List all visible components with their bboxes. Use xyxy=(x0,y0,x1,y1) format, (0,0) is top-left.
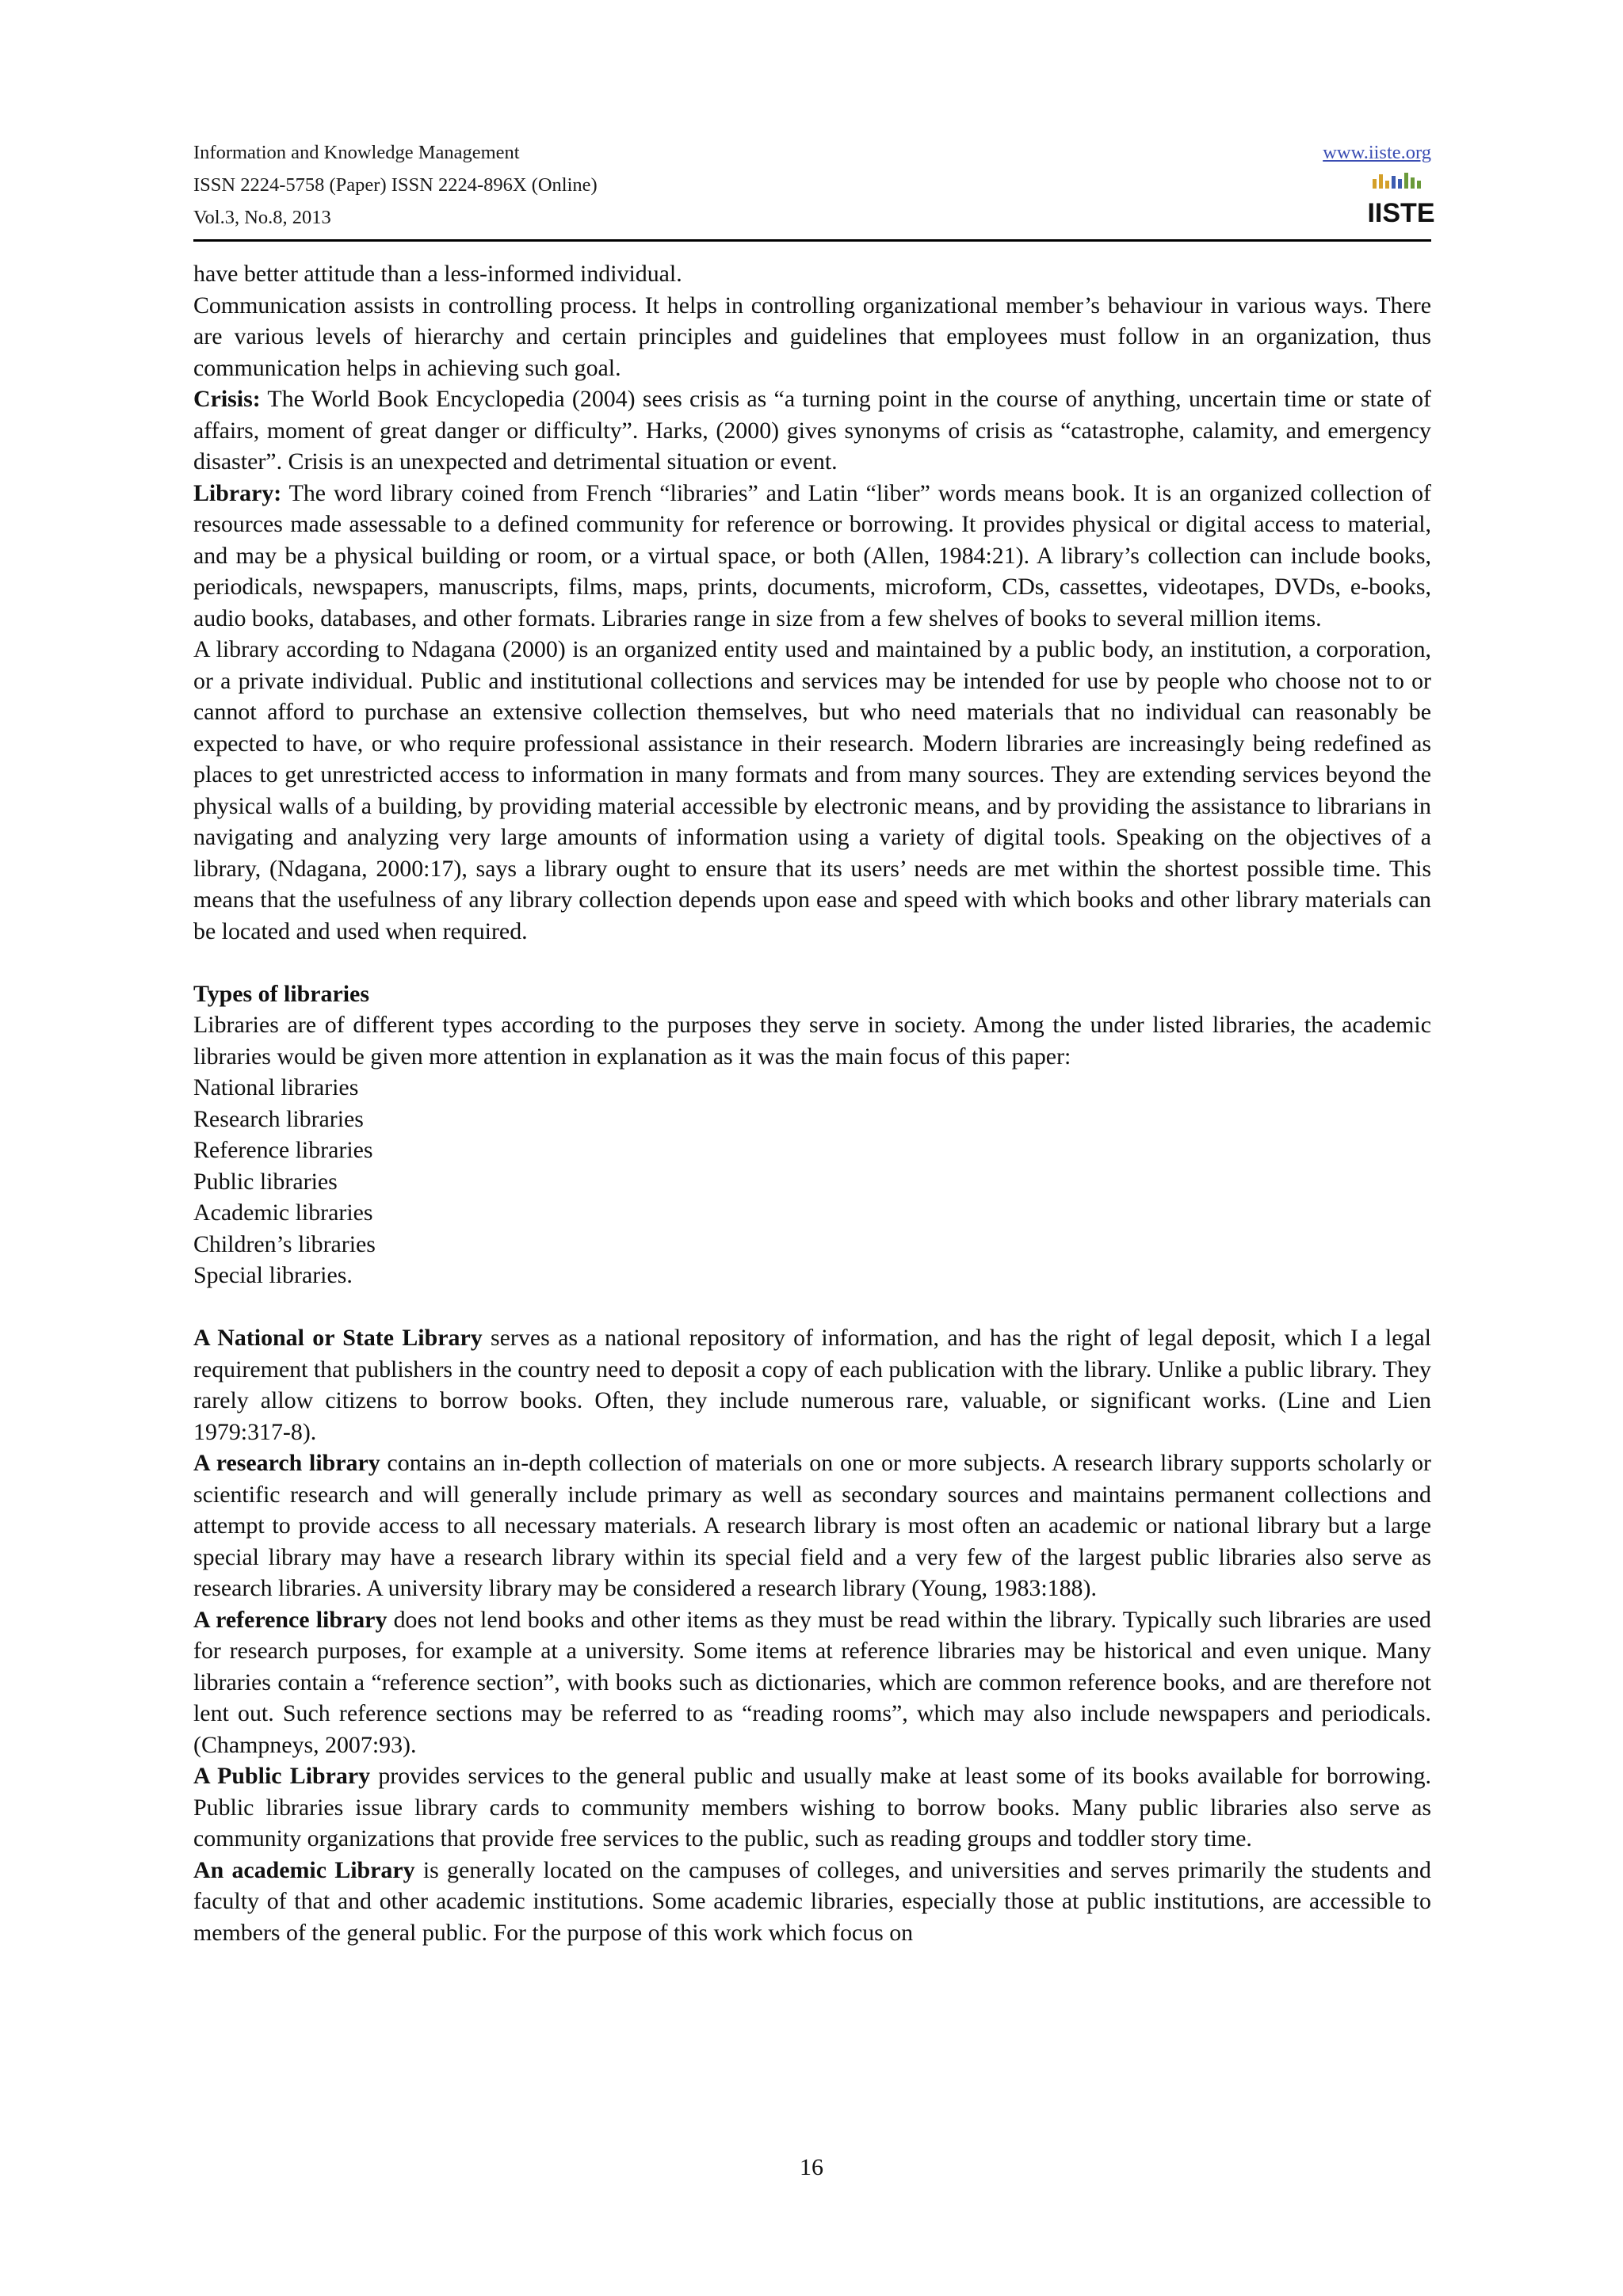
paragraph-text: serves as a national repository of information, and has the right of legal deposit, which I a legal requirement that publishers in the country need to deposit a copy of each publication with the library. Unlike a public library. They rarely allow citizens to borrow books. Often, they include numerous rare, valuable, or significant works. (Line and Lien 1979:317-8). xyxy=(193,1325,1431,1445)
term-library: Library: xyxy=(193,479,282,506)
list-item: Research libraries xyxy=(193,1105,364,1132)
paragraph-text: provides services to the general public and usually make at least some of its books available for borrowing. Public libraries issue library cards to community members wishing to borrow books. Many public libraries also serve as community organizations that provide free services to the public, such as reading groups and toddler story time. xyxy=(193,1763,1431,1852)
paragraph-crisis xyxy=(193,383,1431,478)
paragraph-national-library xyxy=(193,1322,1431,1447)
library-types-list xyxy=(193,1072,1431,1291)
iiste-logo xyxy=(1367,170,1435,230)
volume-line: Vol.3, No.8, 2013 xyxy=(193,207,331,228)
paragraph-text: The word library coined from French “libraries” and Latin “liber” words means book. It is an organized collection of resources made assessable to a defined community for reference or borrowing. It provides physical or digital access to material, and may be a physical building or room, or a virtual space, or both (Allen, 1984:21). A library’s collection can include books, periodicals, newspapers, manuscripts, films, maps, prints, documents, microform, CDs, cassettes, videotapes, DVDs, e-books, audio books, databases, and other formats. Libraries range in size from a few shelves of books to several million items. xyxy=(193,479,1431,631)
list-item: Reference libraries xyxy=(193,1137,373,1163)
paragraph: Libraries are of different types according to the purposes they serve in society. Among the under listed libraries, the academic libraries would be given more attention in explanation as it was the main focus of this paper: xyxy=(193,1012,1431,1070)
section-heading xyxy=(193,978,1431,1010)
term-crisis: Crisis: xyxy=(193,386,261,412)
paragraph: A library according to Ndagana (2000) is an organized entity used and maintained by a public body, an institution, a corporation, or a private individual. Public and institutional collections and services may be intended for use by people who choose not to or cannot afford to purchase an extensive collection themselves, but who need materials that no individual can reasonably be expected to have, or who require professional assistance in their research. Modern libraries are increasingly being redefined as places to get unrestricted access to information in many formats and from many sources. They are extending services beyond the physical walls of a building, by providing material accessible by electronic means, and by providing the assistance to librarians in navigating and analyzing very large amounts of information using a variety of digital tools. Speaking on the objectives of a library, (Ndagana, 2000:17), says a library ought to ensure that its users’ needs are met within the shortest possible time. This means that the usefulness of any library collection depends upon ease and speed with which books and other library materials can be located and used when required. xyxy=(193,636,1431,944)
paragraph-text: contains an in-depth collection of materials on one or more subjects. A research library supports scholarly or scientific research and will generally include primary as well as secondary sources and maintains permanent collections and attempt to provide access to all necessary materials. A research library is most often an academic or national library but a large special library may have a research library within its special field and a very few of the largest public libraries also serve as research libraries. A university library may be considered a research library (Young, 1983:188). xyxy=(193,1450,1431,1601)
term-national-library: A National or State Library xyxy=(193,1325,483,1351)
paragraph-text: is generally located on the campuses of colleges, and universities and serves primarily the students and faculty of that and other academic institutions. Some academic libraries, especially those at public institutions, are accessible to members of the general public. For the purpose of this work which focus on xyxy=(193,1856,1431,1946)
body-text xyxy=(193,258,1431,1948)
paragraph: have better attitude than a less-informed individual. xyxy=(193,261,682,287)
term-reference-library: A reference library xyxy=(193,1606,388,1633)
paragraph-reference-library xyxy=(193,1604,1431,1761)
list-item: Public libraries xyxy=(193,1168,338,1195)
term-public-library: A Public Library xyxy=(193,1763,371,1789)
section-heading-text: Types of libraries xyxy=(193,980,369,1007)
paragraph-academic-library xyxy=(193,1855,1431,1949)
paragraph-text: does not lend books and other items as they must be read within the library. Typically such libraries are used for research purposes, for example at a university. Some items at reference libraries may be historical and even unique. Many libraries contain a “reference section”, with books such as dictionaries, which are common reference books, and are therefore not lent out. Such reference sections may be referred to as “reading rooms”, which may also include newspapers and periodicals. (Champneys, 2007:93). xyxy=(193,1606,1432,1758)
paragraph-public-library xyxy=(193,1760,1431,1855)
list-item: Children’s libraries xyxy=(193,1230,376,1257)
running-header xyxy=(193,136,598,234)
page-number: 16 xyxy=(800,2154,823,2180)
logo-lettering: IISTE xyxy=(1367,198,1435,228)
list-item: Academic libraries xyxy=(193,1199,373,1226)
list-item: Special libraries. xyxy=(193,1262,353,1288)
paragraph-research-library xyxy=(193,1447,1431,1604)
term-research-library: A research library xyxy=(193,1450,380,1476)
paragraph-text: The World Book Encyclopedia (2004) sees crisis as “a turning point in the course of anything, uncertain time or state of affairs, moment of great danger or difficulty”. Harks, (2000) gives synonyms of crisis as “catastrophe, calamity, and emergency disaster”. Crisis is an unexpected and detrimental situation or event. xyxy=(193,386,1431,475)
paragraph: Communication assists in controlling process. It helps in controlling organizational member’s behaviour in various ways. There are various levels of hierarchy and certain principles and guidelines that employees must follow in an organization, thus communication helps in achieving such goal. xyxy=(193,292,1431,381)
paragraph-library xyxy=(193,478,1431,635)
issn-line: ISSN 2224-5758 (Paper) ISSN 2224-896X (Online) xyxy=(193,174,598,196)
journal-title: Information and Knowledge Management xyxy=(193,142,520,163)
journal-url-link[interactable]: www.iiste.org xyxy=(1323,142,1431,163)
term-academic-library: An academic Library xyxy=(193,1856,415,1883)
list-item: National libraries xyxy=(193,1074,359,1100)
header-rule xyxy=(193,239,1431,242)
